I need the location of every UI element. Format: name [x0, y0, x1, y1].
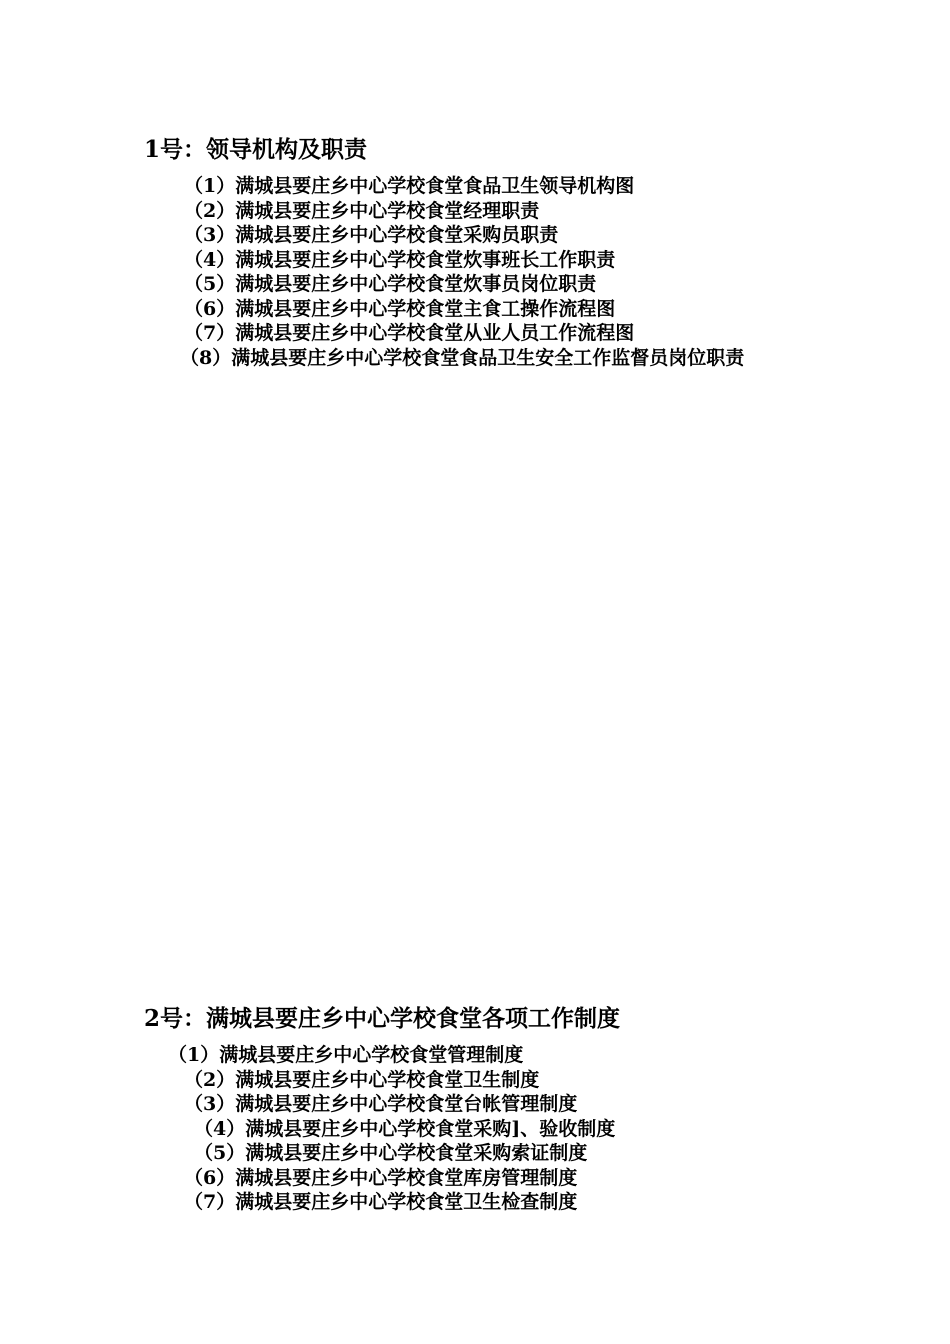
section-heading: 1号：领导机构及职责 — [144, 136, 368, 163]
item-list — [144, 174, 824, 370]
section-heading: 2号：满城县要庄乡中心学校食堂各项工作制度 — [144, 1005, 621, 1032]
list-item: （1）满城县要庄乡中心学校食堂管理制度 — [168, 1044, 524, 1066]
list-item: （7）满城县要庄乡中心学校食堂从业人员工作流程图 — [184, 322, 635, 344]
list-item: （4）满城县要庄乡中心学校食堂采购]、验收制度 — [194, 1117, 616, 1140]
list-item: （3）满城县要庄乡中心学校食堂台帐管理制度 — [184, 1093, 578, 1115]
list-item: （5）满城县要庄乡中心学校食堂采购索证制度 — [194, 1142, 588, 1164]
list-item: （5）满城县要庄乡中心学校食堂炊事员岗位职责 — [184, 273, 597, 295]
section-work-rules — [144, 1003, 824, 1215]
item-list — [144, 1043, 824, 1215]
list-item: （2）满城县要庄乡中心学校食堂卫生制度 — [184, 1068, 540, 1091]
section-leadership — [144, 134, 824, 370]
list-item: （4）满城县要庄乡中心学校食堂炊事班长工作职责 — [184, 248, 616, 271]
list-item: （6）满城县要庄乡中心学校食堂主食工操作流程图 — [184, 297, 616, 320]
list-item: （1）满城县要庄乡中心学校食堂食品卫生领导机构图 — [184, 175, 635, 197]
list-item: （7）满城县要庄乡中心学校食堂卫生检查制度 — [184, 1191, 578, 1213]
list-item: （3）满城县要庄乡中心学校食堂采购员职责 — [184, 224, 559, 246]
list-item: （2）满城县要庄乡中心学校食堂经理职责 — [184, 199, 540, 222]
list-item: （6）满城县要庄乡中心学校食堂库房管理制度 — [184, 1166, 578, 1189]
list-item: （8）满城县要庄乡中心学校食堂食品卫生安全工作监督员岗位职责 — [180, 346, 745, 369]
